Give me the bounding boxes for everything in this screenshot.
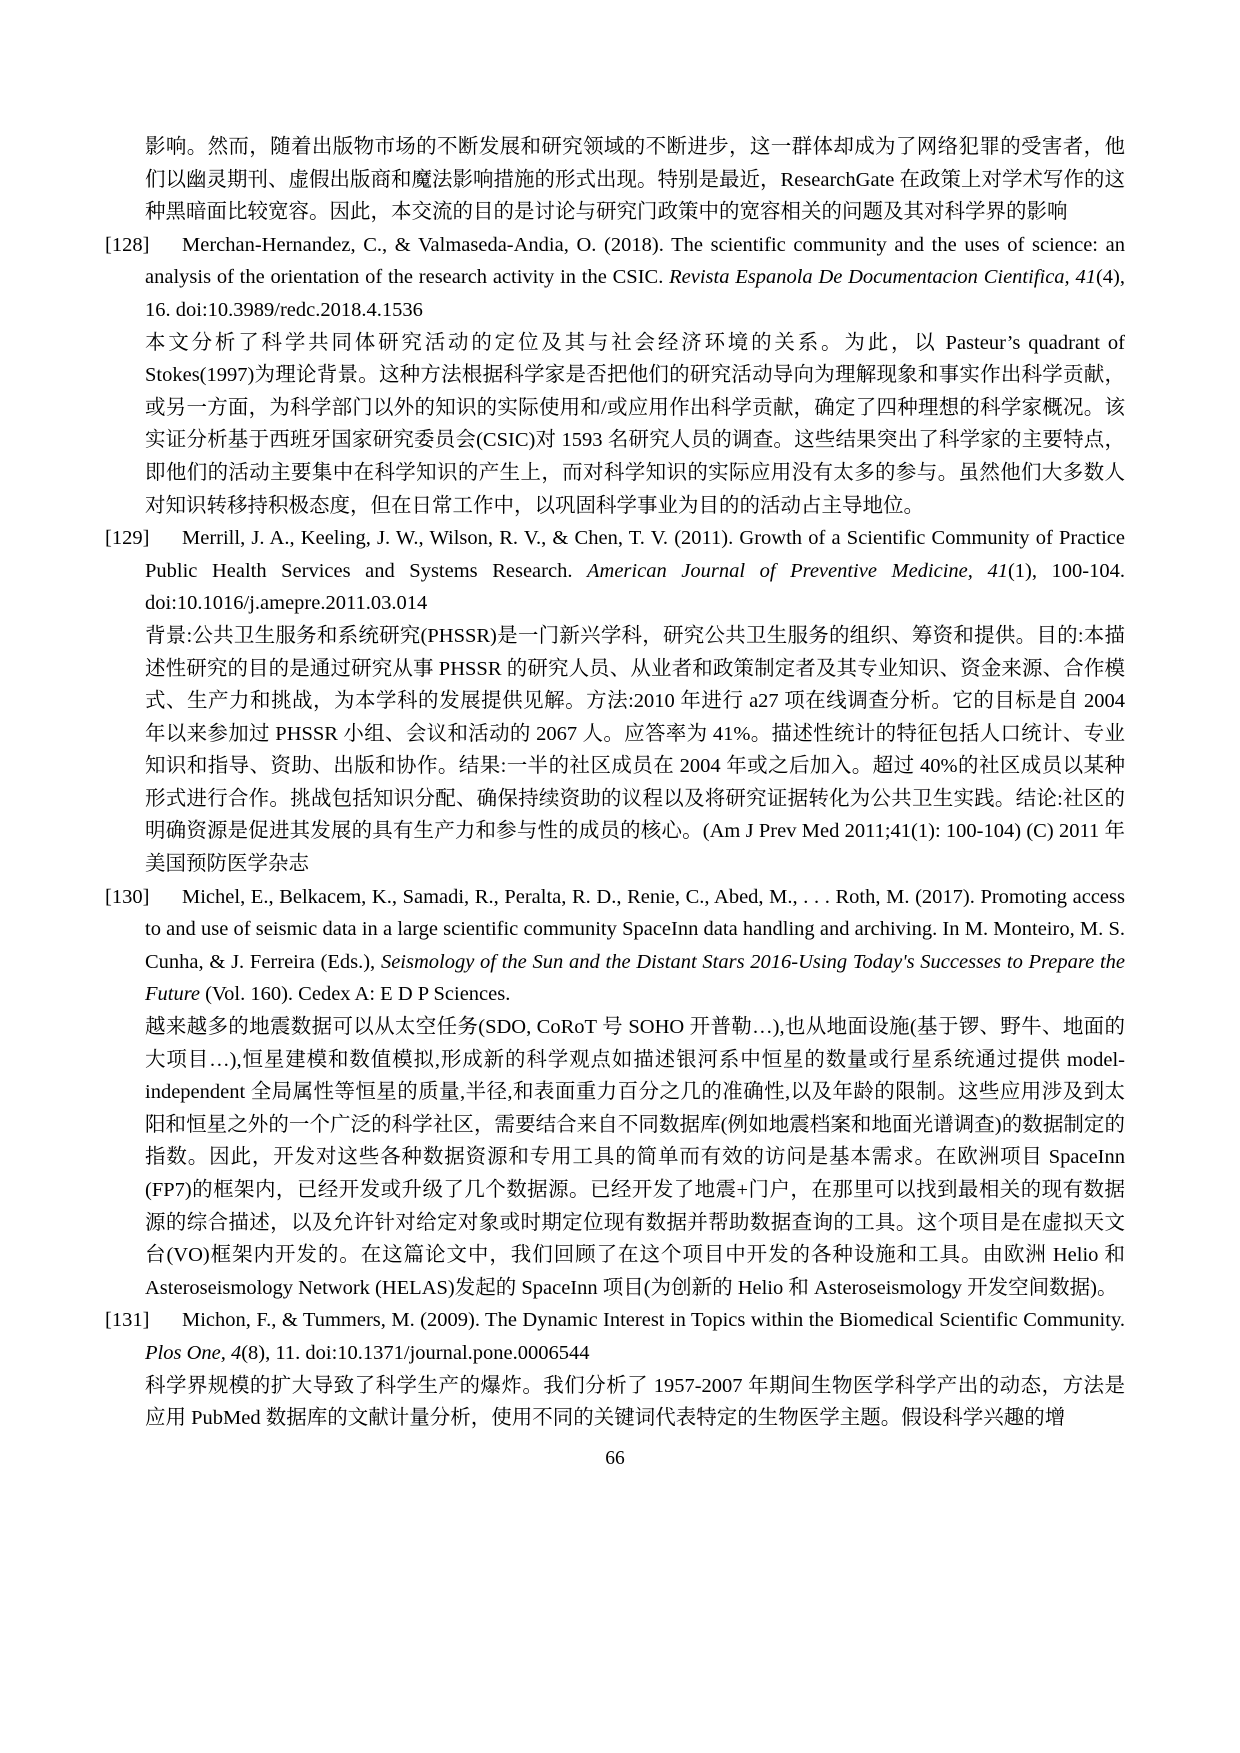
- reference-body: [145, 881, 1125, 1305]
- continuation-paragraph: 影响。然而，随着出版物市场的不断发展和研究领域的不断进步，这一群体却成为了网络犯罪的受害者，他们以幽灵期刊、虚假出版商和魔法影响措施的形式出现。特别是最近，ResearchGate 在政策上对学术写作的这种黑暗面比较宽容。因此，本交流的目的是讨论与研究门政策中的宽容相关的问题及其对科学界的影响: [145, 136, 1125, 224]
- reference-body: [145, 229, 1125, 522]
- reference-number: [130]: [105, 885, 150, 908]
- citation-text-segment: Merchan-Hernandez, C., & Valmaseda-Andia, O. (2018). The scientific community and the uses of science: an analysis of the orientation of the research activity in the CSIC.: [145, 233, 1125, 289]
- citation-text-segment: Michel, E., Belkacem, K., Samadi, R., Peralta, R. D., Renie, C., Abed, M., . . . Roth, M. (2017). Promoting access to and use of seismic data in a large scientific community SpaceInn data handling and archiving. In M. Monteiro, M. S. Cunha, & J. Ferreira (Eds.),: [145, 885, 1125, 973]
- reference-abstract: 科学界规模的扩大导致了科学生产的爆炸。我们分析了 1957-2007 年期间生物医学科学产出的动态，方法是应用 PubMed 数据库的文献计量分析，使用不同的关键词代表特定的生物医学主题。假设科学兴趣的增: [145, 1374, 1125, 1430]
- reference-list: [105, 229, 1125, 1435]
- citation-text-segment: (4), 16. doi:10.3989/redc.2018.4.1536: [145, 266, 1125, 321]
- reference-entry: [105, 881, 1125, 1305]
- citation-italic-segment: American Journal of Preventive Medicine, 41: [587, 559, 1008, 582]
- citation-italic-segment: Plos One, 4: [145, 1341, 242, 1364]
- page-number: 66: [605, 1447, 625, 1469]
- reference-number: [131]: [105, 1309, 150, 1332]
- citation-italic-segment: Revista Espanola De Documentacion Cientifica, 41: [669, 266, 1096, 289]
- reference-body: [145, 522, 1125, 881]
- reference-abstract: 越来越多的地震数据可以从太空任务(SDO, CoRoT 号 SOHO 开普勒…),也从地面设施(基于锣、野牛、地面的大项目…),恒星建模和数值模拟,形成新的科学观点如描述银河系中恒星的数量或行星系统通过提供 model-independent 全局属性等恒星的质量,半径,和表面重力百分之几的准确性,以及年龄的限制。这些应用涉及到太阳和恒星之外的一个广泛的科学社区，需要结合来自不同数据库(例如地震档案和地面光谱调查)的数据制定的指数。因此，开发对这些各种数据资源和专用工具的简单而有效的访问是基本需求。在欧洲项目 SpaceInn (FP7)的框架内，已经开发或升级了几个数据源。已经开发了地震+门户，在那里可以找到最相关的现有数据源的综合描述，以及允许针对给定对象或时期定位现有数据并帮助数据查询的工具。这个项目是在虚拟天文台(VO)框架内开发的。在这篇论文中，我们回顾了在这个项目中开发的各种设施和工具。由欧洲 Helio 和 Asteroseismology Network (HELAS)发起的 SpaceInn 项目(为创新的 Helio 和 Asteroseismology 开发空间数据)。: [145, 1016, 1125, 1299]
- reference-abstract: 本文分析了科学共同体研究活动的定位及其与社会经济环境的关系。为此，以 Pasteur’s quadrant of Stokes(1997)为理论背景。这种方法根据科学家是否把他们的研究活动导向为理解现象和事实作出科学贡献，或另一方面，为科学部门以外的知识的实际使用和/或应用作出科学贡献，确定了四种理想的科学家概况。该实证分析基于西班牙国家研究委员会(CSIC)对 1593 名研究人员的调查。这些结果突出了科学家的主要特点，即他们的活动主要集中在科学知识的产生上，而对科学知识的实际应用没有太多的参与。虽然他们大多数人对知识转移持积极态度，但在日常工作中，以巩固科学事业为目的的活动占主导地位。: [145, 331, 1125, 517]
- citation-text-segment: Merrill, J. A., Keeling, J. W., Wilson, R. V., & Chen, T. V. (2011). Growth of a Scientific Community of Practice Public Health Services and Systems Research.: [145, 527, 1125, 582]
- reference-number: [129]: [105, 527, 150, 550]
- reference-body: [145, 1304, 1125, 1434]
- reference-entry: [105, 229, 1125, 522]
- reference-number: [128]: [105, 233, 150, 256]
- citation-text-segment: (1), 100-104. doi:10.1016/j.amepre.2011.03.014: [145, 559, 1125, 615]
- citation-text-segment: (Vol. 160). Cedex A: E D P Sciences.: [200, 983, 511, 1006]
- reference-citation: [145, 1304, 1125, 1369]
- citation-text-segment: Michon, F., & Tummers, M. (2009). The Dynamic Interest in Topics within the Biomedical Scientific Community.: [182, 1309, 1125, 1332]
- reference-citation: [145, 881, 1125, 1011]
- citation-italic-segment: Seismology of the Sun and the Distant Stars 2016-Using Today's Successes to Prepare the Future: [145, 950, 1125, 1006]
- reference-entry: [105, 522, 1125, 881]
- reference-entry: [105, 1304, 1125, 1434]
- citation-text-segment: (8), 11. doi:10.1371/journal.pone.0006544: [241, 1341, 590, 1364]
- reference-citation: [145, 522, 1125, 620]
- reference-citation: [145, 229, 1125, 327]
- reference-abstract: 背景:公共卫生服务和系统研究(PHSSR)是一门新兴学科，研究公共卫生服务的组织、筹资和提供。目的:本描述性研究的目的是通过研究从事 PHSSR 的研究人员、从业者和政策制定者及其专业知识、资金来源、合作模式、生产力和挑战，为本学科的发展提供见解。方法:2010 年进行 a27 项在线调查分析。它的目标是自 2004 年以来参加过 PHSSR 小组、会议和活动的 2067 人。应答率为 41%。描述性统计的特征包括人口统计、专业知识和指导、资助、出版和协作。结果:一半的社区成员在 2004 年或之后加入。超过 40%的社区成员以某种形式进行合作。挑战包括知识分配、确保持续资助的议程以及将研究证据转化为公共卫生实践。结论:社区的明确资源是促进其发展的具有生产力和参与性的成员的核心。(Am J Prev Med 2011;41(1): 100-104) (C) 2011 年美国预防医学杂志: [145, 624, 1125, 876]
